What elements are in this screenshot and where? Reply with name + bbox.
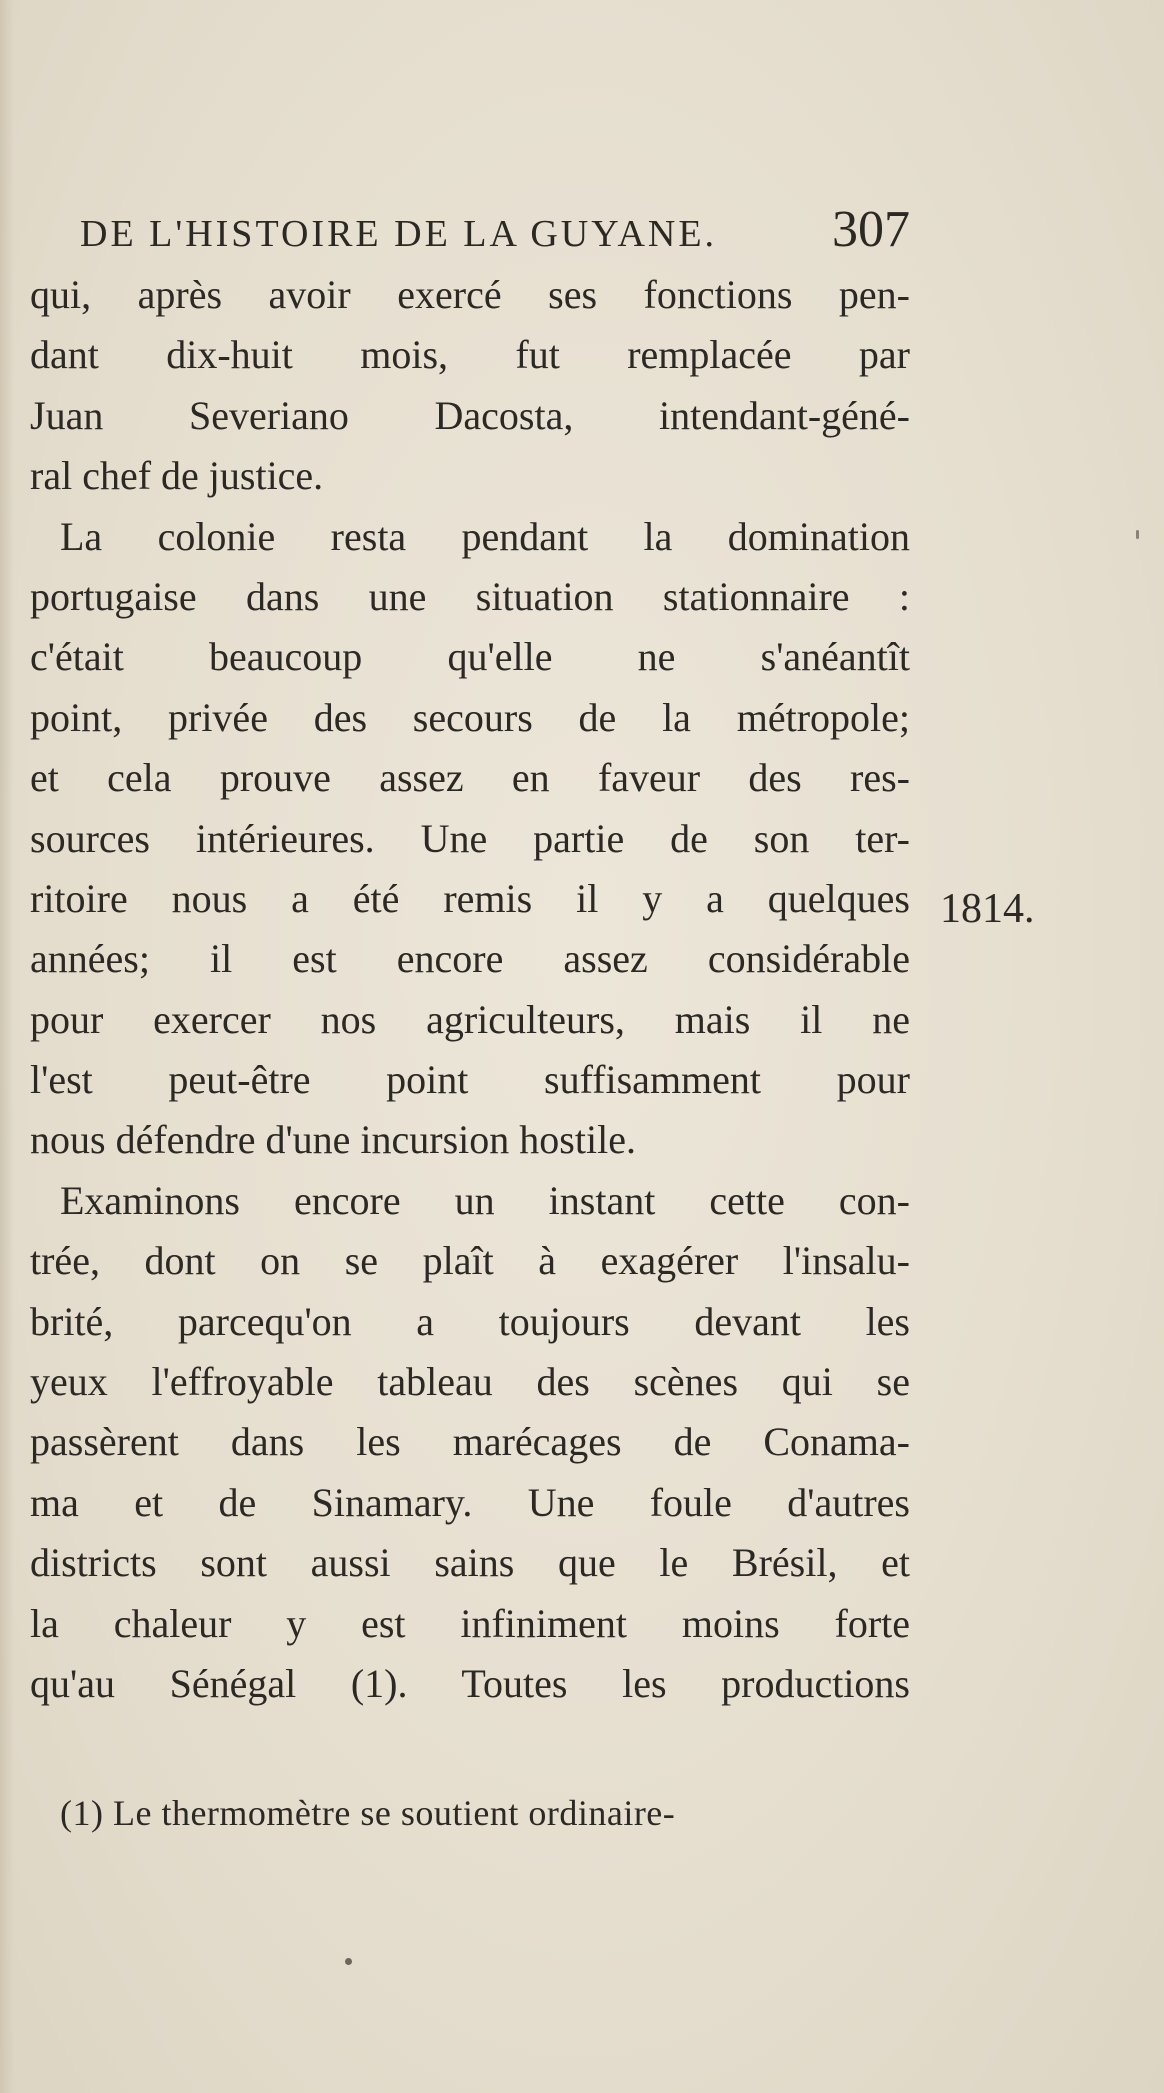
text-line: années; il est encore assez considérable [30,936,910,982]
footnote: (1) Le thermomètre se soutient ordinaire- [60,1793,676,1833]
text-line: et cela prouve assez en faveur des res- [30,755,910,801]
text-line: districts sont aussi sains que le Brésil, et [30,1540,910,1586]
body-text [30,265,910,1714]
text-line: pour exercer nos agriculteurs, mais il ne [30,996,910,1042]
running-head [80,200,910,260]
text-line: trée, dont on se plaît à exagérer l'insalu- [30,1238,910,1284]
text-line: yeux l'effroyable tableau des scènes qui se [30,1359,910,1405]
text-line: qu'au Sénégal (1). Toutes les productions [30,1660,910,1706]
binding-edge [0,0,14,2093]
text-line: portugaise dans une situation stationnaire : [30,573,910,619]
text-line: La colonie resta pendant la domination [60,513,910,559]
margin-note: 1814. [940,886,1035,932]
paper-speck [345,1958,352,1965]
text-line: point, privée des secours de la métropole; [30,694,910,740]
text-line: ral chef de justice. [30,453,324,499]
paper-speck [1136,530,1139,539]
page-number: 307 [832,201,910,258]
running-title: DE L'HISTOIRE DE LA GUYANE. [80,213,718,255]
text-line: Juan Severiano Dacosta, intendant-géné- [30,392,910,438]
text-line: c'était beaucoup qu'elle ne s'anéantît [30,634,910,680]
text-line: l'est peut-être point suffisamment pour [30,1057,910,1103]
text-line: ma et de Sinamary. Une foule d'autres [30,1479,910,1525]
text-line: Examinons encore un instant cette con- [60,1177,910,1223]
text-line: qui, après avoir exercé ses fonctions pen- [30,272,910,317]
text-line: nous défendre d'une incursion hostile. [30,1117,636,1163]
text-line: dant dix-huit mois, fut remplacée par [30,332,910,378]
text-line: brité, parcequ'on a toujours devant les [30,1298,910,1344]
text-line: passèrent dans les marécages de Conama- [30,1419,910,1465]
text-line: sources intérieures. Une partie de son ter- [30,815,910,861]
text-line: ritoire nous a été remis il y a quelques [30,875,910,921]
text-line: la chaleur y est infiniment moins forte [30,1600,910,1646]
